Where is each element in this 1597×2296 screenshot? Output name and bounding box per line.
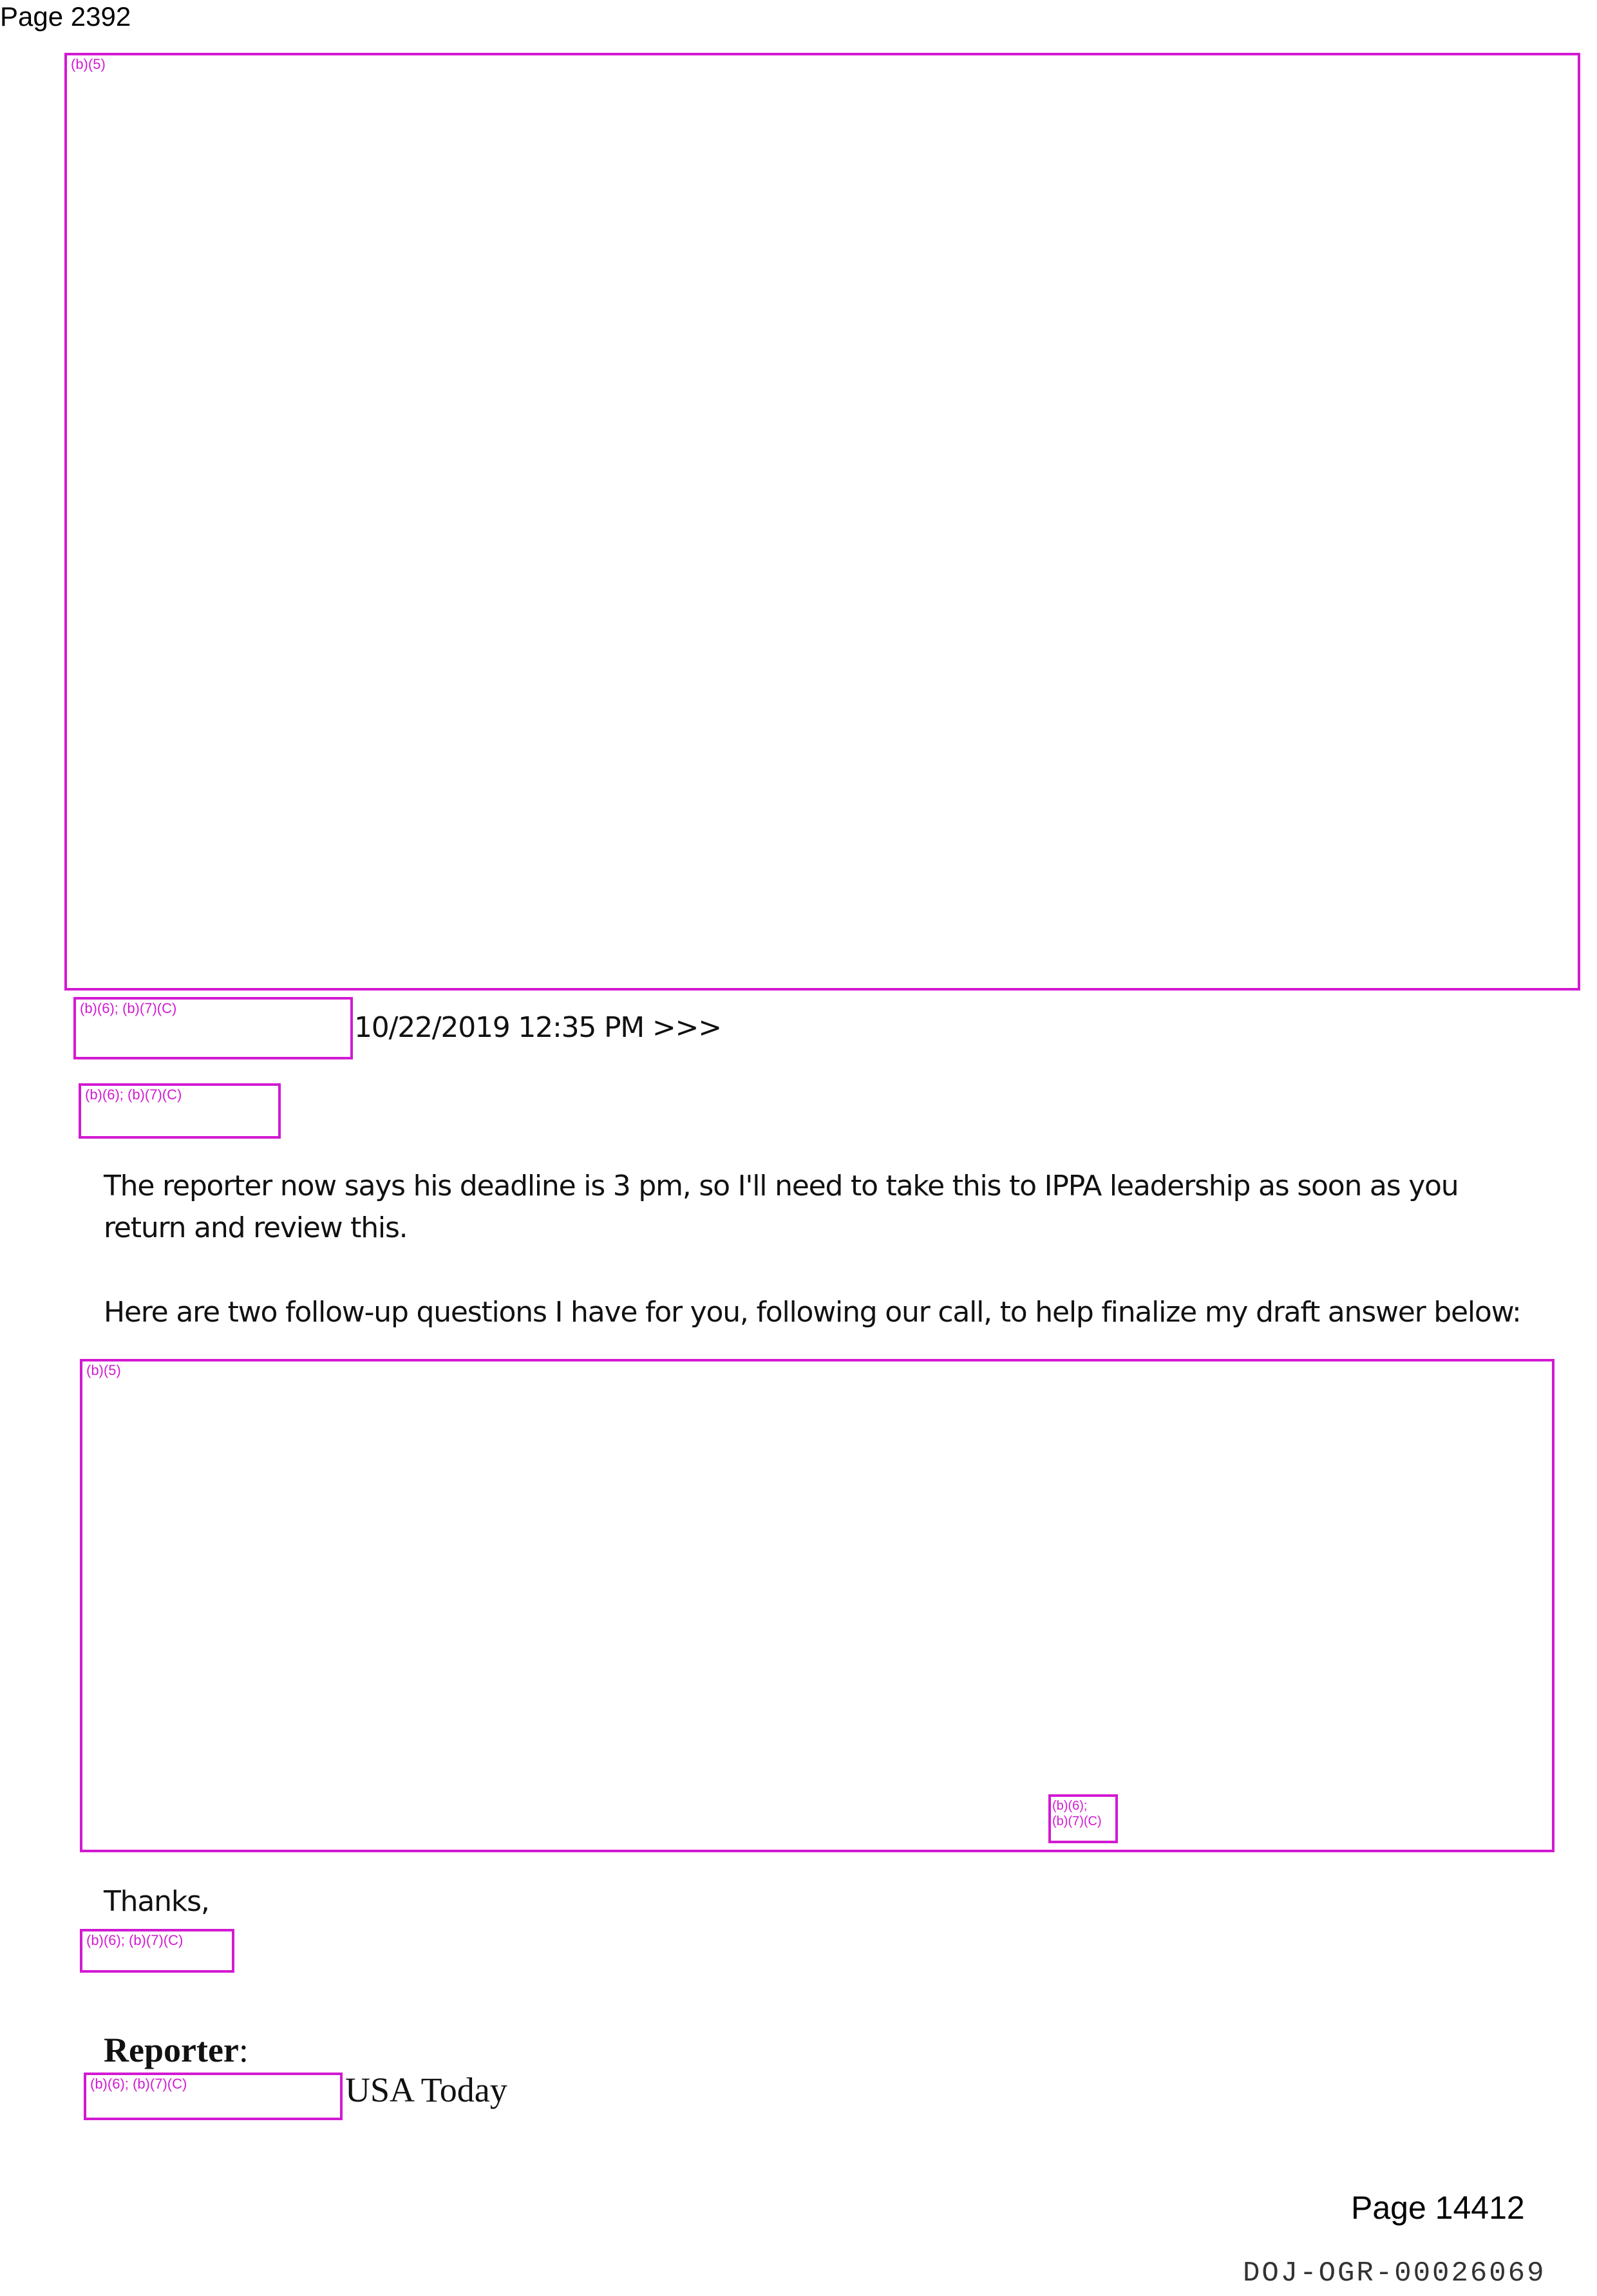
email-paragraph: Here are two follow-up questions I have for you, following our call, to help finalize my draft answer below: bbox=[104, 1296, 1521, 1329]
redaction-reporter-name bbox=[84, 2073, 343, 2120]
email-paragraph: The reporter now says his deadline is 3 pm, so I'll need to take this to IPPA leadership as soon as you return and review this. bbox=[104, 1170, 1459, 1244]
redaction-code: (b)(6); (b)(7)(C) bbox=[85, 1086, 182, 1103]
redaction-code: (b)(6); (b)(7)(C) bbox=[1052, 1799, 1102, 1828]
page-header-label: Page 2392 bbox=[0, 1, 131, 32]
redaction-code: (b)(5) bbox=[71, 56, 106, 72]
redaction-code: (b)(6); (b)(7)(C) bbox=[86, 1932, 184, 1948]
footer-page-number: Page 14412 bbox=[1351, 2190, 1525, 2226]
redaction-inline-name bbox=[1048, 1794, 1118, 1843]
redaction-sender-name bbox=[73, 997, 353, 1059]
email-closing: Thanks, bbox=[104, 1885, 209, 1918]
redaction-code: (b)(6); (b)(7)(C) bbox=[90, 2076, 187, 2092]
reporter-colon: : bbox=[238, 2031, 249, 2069]
bates-number: DOJ-OGR-00026069 bbox=[1243, 2257, 1546, 2290]
redaction-code: (b)(6); (b)(7)(C) bbox=[80, 1000, 177, 1016]
redaction-questions-block bbox=[80, 1359, 1554, 1852]
reporter-label-line bbox=[104, 2030, 249, 2070]
email-timestamp: 10/22/2019 12:35 PM >>> bbox=[354, 1011, 721, 1044]
reporter-outlet: USA Today bbox=[345, 2071, 507, 2109]
redaction-recipient-name bbox=[79, 1083, 281, 1139]
redaction-code: (b)(5) bbox=[86, 1362, 121, 1378]
redaction-signature-name bbox=[80, 1929, 234, 1973]
reporter-label: Reporter bbox=[104, 2031, 239, 2069]
redaction-top-block bbox=[64, 53, 1580, 991]
